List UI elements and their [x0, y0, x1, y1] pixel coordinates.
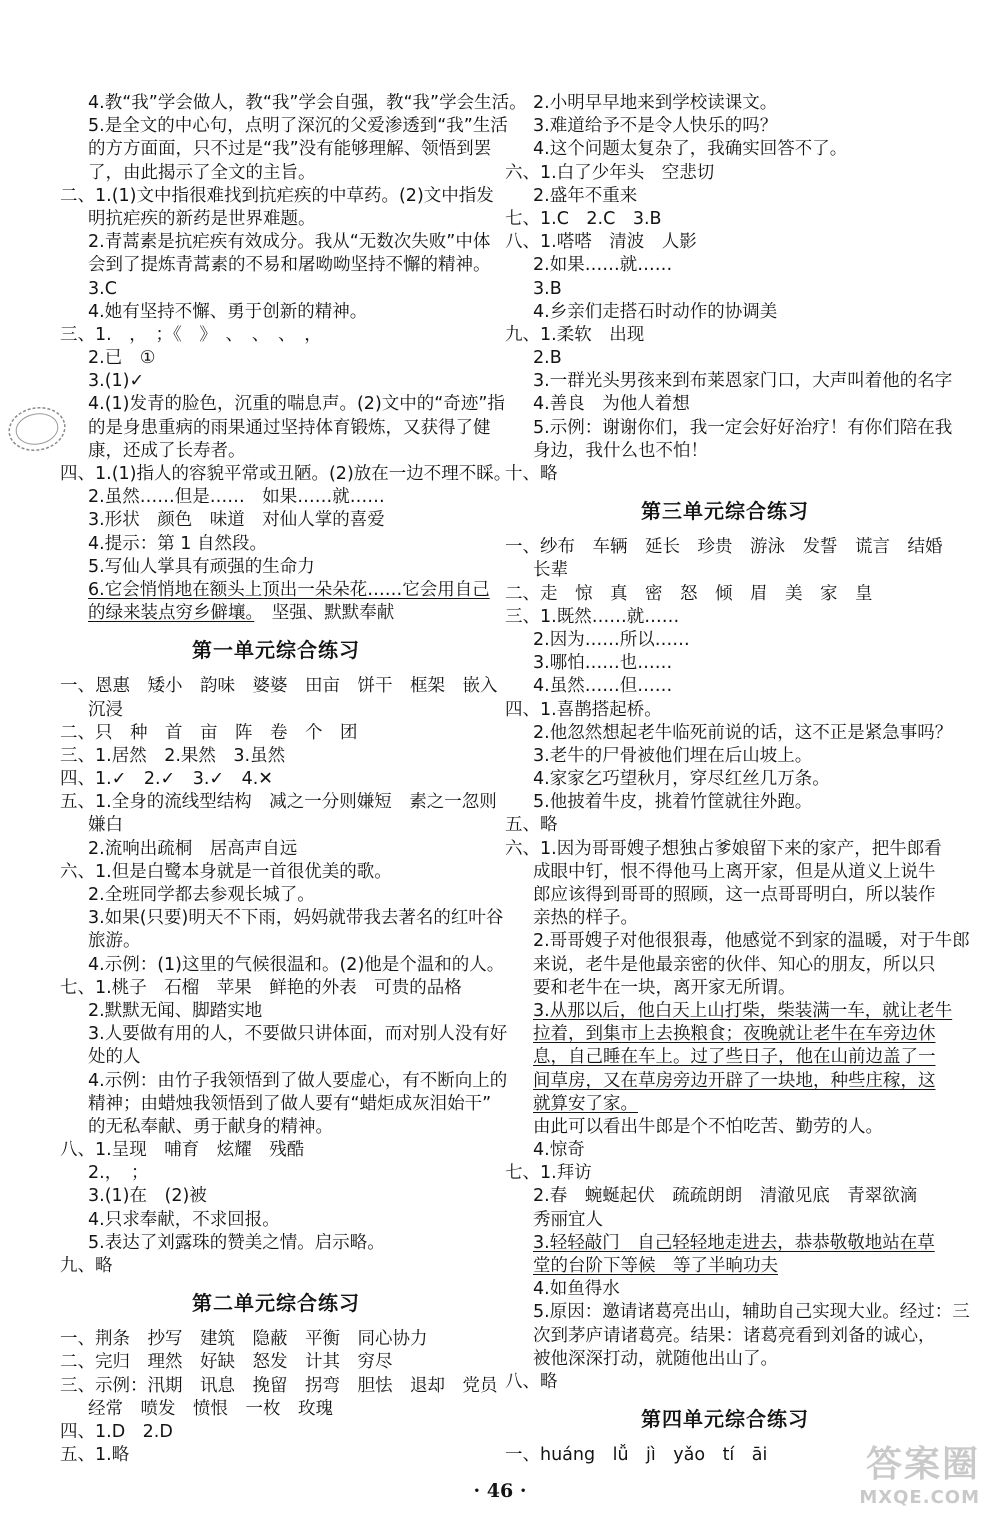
answer-text: 4.虽然……但…… [533, 676, 673, 697]
answer-text: 2.春 蜿蜒起伏 疏疏朗朗 清澈见底 青翠欲滴 [533, 1186, 918, 1207]
answer-line [505, 629, 945, 652]
answer-text: 5.写仙人掌具有顽强的生命力 [88, 556, 315, 577]
answer-line [505, 675, 945, 698]
underlined-text: 的绿来装点穷乡僻壤。 [88, 603, 255, 624]
answer-line [60, 768, 492, 791]
answer-text: 2.盛年不重来 [533, 185, 638, 206]
answer-line [505, 115, 945, 138]
answer-text: 4.只求奉献，不求回报。 [88, 1209, 280, 1230]
answer-text: 由此可以看出牛郎是个不怕吃苦、勤劳的人。 [533, 1116, 883, 1137]
answer-line [60, 417, 492, 440]
answer-text: 4.提示：第 1 自然段。 [88, 533, 267, 554]
answer-text: 息，自己睡在车上。过了些日子，他在山前边盖了一 [533, 1047, 936, 1068]
answer-line [60, 1139, 492, 1162]
answer-text: 4.示例：由竹子我领悟到了做人要虚心，有不断向上的 [88, 1070, 508, 1091]
answer-line [505, 1139, 945, 1162]
answer-line [60, 1070, 508, 1093]
answer-line [60, 533, 492, 556]
answer-text: 一、huáng lǚ jì yǎo tí āi [505, 1445, 768, 1466]
answer-text: 3.如果(只要)明天不下雨，妈妈就带我去著名的红叶谷 [88, 908, 504, 929]
answer-text: 四、1.(1)指人的容貌平常或丑陋。(2)放在一边不理不睬。 [60, 464, 512, 484]
answer-line [505, 138, 945, 161]
answer-line [60, 463, 512, 486]
answer-text: 九、1.柔软 出现 [505, 324, 645, 345]
answer-line [505, 907, 945, 930]
answer-line [505, 814, 945, 837]
answer-text: 间草房，又在草房旁边开辟了一块地，种些庄稼，这 [533, 1070, 936, 1091]
answer-line [505, 1371, 945, 1394]
answer-line [60, 1093, 492, 1116]
answer-text: 就算安了家。 [533, 1093, 638, 1114]
answer-line [505, 536, 945, 559]
answer-text: 八、1.呈现 哺育 炫耀 残酷 [60, 1140, 305, 1161]
answer-text: 三、1.既然……就…… [505, 606, 680, 627]
answer-line [60, 138, 492, 161]
answer-text: 七、1.桃子 石榴 苹果 鲜艳的外表 可贵的品格 [60, 977, 462, 998]
answer-text: 九、略 [60, 1256, 113, 1276]
answer-line [60, 231, 492, 254]
answer-line [505, 1232, 945, 1255]
page-number: · 46 · [473, 1480, 527, 1502]
answer-text: 处的人 [88, 1047, 141, 1068]
answer-text: 2.小明早早地来到学校读课文。 [533, 93, 778, 113]
answer-line [505, 954, 945, 977]
answer-text: 3.老牛的尸骨被他们埋在后山坡上。 [533, 745, 813, 766]
answer-text: 亲热的样子。 [533, 908, 638, 929]
answer-line [505, 417, 953, 440]
answer-text: 三、1. ， ；《 》 、 、 、 ， [60, 324, 322, 345]
answer-text: 旅游。 [88, 931, 141, 952]
answer-text: 三、1.居然 2.果然 3.虽然 [60, 745, 286, 766]
answer-text: 3.轻轻敲门 自己轻轻地走进去，恭恭敬敬地站在草 [533, 1232, 935, 1253]
answer-text: 六、1.因为哥哥嫂子想独占爹娘留下来的家产，把牛郎看 [505, 838, 942, 859]
answer-text: 七、1.C 2.C 3.B [505, 208, 662, 229]
answer-text: 3.哪怕……也…… [533, 653, 673, 674]
answer-line [505, 1325, 945, 1348]
answer-text: 成眼中钉，恨不得他马上离开家，但是从道义上说牛 [533, 861, 936, 882]
answer-text: 2.他忽然想起老牛临死前说的话，这不正是紧急事吗？ [533, 722, 953, 743]
answer-line [60, 1046, 492, 1069]
answer-line [60, 1398, 492, 1421]
answer-line [505, 977, 945, 1000]
answer-text: 5.原因：邀请诸葛亮出山，辅助自己实现大业。经过：三 [533, 1302, 970, 1323]
watermark-logo: 答案圈 [865, 1444, 980, 1485]
answer-line [505, 162, 945, 185]
answer-text: 一、荆条 抄写 建筑 隐蔽 平衡 同心协力 [60, 1329, 428, 1350]
answer-text: 郎应该得到哥哥的照顾，这一点哥哥明白，所以装作 [533, 885, 936, 905]
answer-text: 二、1.(1)文中指很难找到抗疟疾的中草药。(2)文中指发 [60, 185, 494, 206]
answer-text: 康，还成了长寿者。 [88, 440, 246, 461]
answer-line [60, 699, 492, 722]
answer-line [60, 440, 492, 463]
answer-line [505, 278, 945, 301]
answer-line [60, 1444, 492, 1467]
answer-text: 来说，老牛是他最亲密的伙伴、知心的朋友，所以只 [533, 954, 936, 975]
answer-line [505, 1070, 945, 1093]
answer-text: 要和老牛在一块，离开家无所谓。 [533, 977, 796, 998]
section-heading: 第二单元综合练习 [192, 1291, 360, 1316]
answer-line [60, 1209, 492, 1232]
answer-line [505, 699, 945, 722]
answer-line [505, 1278, 945, 1301]
answer-text: 拉着，到集市上去换粮食；夜晚就让老牛在车旁边休 [533, 1024, 936, 1045]
answer-line [60, 1162, 492, 1185]
answer-line [505, 1162, 945, 1185]
answer-line [505, 930, 970, 953]
answer-text: 长辈 [533, 560, 568, 581]
answer-line [505, 583, 945, 606]
answer-line [505, 185, 945, 208]
answer-line [60, 208, 492, 231]
answer-line [60, 1000, 492, 1023]
section-heading: 第四单元综合练习 [641, 1407, 809, 1432]
answer-text: 八、1.嗒嗒 清波 人影 [505, 232, 697, 253]
answer-line [60, 1328, 492, 1351]
answer-line [505, 1185, 945, 1208]
answer-line [505, 1348, 945, 1371]
answer-text: 四、1.D 2.D [60, 1421, 173, 1442]
answer-line [505, 208, 945, 231]
answer-line [505, 324, 945, 347]
answer-line [60, 1255, 492, 1278]
answer-line [60, 509, 492, 532]
answer-line [505, 1000, 953, 1023]
answer-text: 的是身患重病的雨果通过坚持体育锻炼，又获得了健 [88, 417, 491, 438]
answer-text: 4.惊奇 [533, 1140, 585, 1161]
answer-text: 4.示例：(1)这里的气候很温和。(2)他是个温和的人。 [88, 954, 505, 975]
answer-text: 2.， ； [88, 1163, 149, 1184]
answer-line [505, 1023, 945, 1046]
answer-text: 2.因为……所以…… [533, 629, 690, 650]
answer-text: 2.全班同学都去参观长城了。 [88, 885, 315, 905]
answer-text: 明抗疟疾的新药是世界难题。 [88, 208, 316, 229]
answer-text: 二、走 惊 真 密 怒 倾 眉 美 家 皇 [505, 583, 873, 604]
answer-line [505, 1093, 945, 1116]
answer-text: 4.乡亲们走搭石时动作的协调美 [533, 301, 778, 322]
answer-line [505, 463, 945, 486]
answer-line [60, 393, 505, 416]
answer-text: 2.哥哥嫂子对他很狠毒，他感觉不到家的温暖，对于牛郎 [533, 931, 970, 952]
answer-text: 会到了提炼青蒿素的不易和屠呦呦坚持不懈的精神。 [88, 255, 491, 276]
answer-line [60, 791, 497, 814]
answer-line [60, 185, 492, 208]
answer-text: 五、1.略 [60, 1445, 130, 1466]
answer-line [505, 652, 945, 675]
answer-line [505, 768, 945, 791]
answer-line [60, 838, 492, 861]
answer-text: 五、1.全身的流线型结构 减之一分则嫌短 素之一忽则 [60, 792, 497, 813]
answer-line [505, 559, 945, 582]
answer-text: 秀丽宜人 [533, 1209, 603, 1230]
answer-text: 5.他披着牛皮，挑着竹筐就往外跑。 [533, 792, 813, 813]
answer-text: 4.教“我”学会做人，教“我”学会自强，教“我”学会生活。 [88, 93, 527, 113]
answer-line [60, 162, 492, 185]
answer-line [60, 1421, 492, 1444]
answer-text: 3.从那以后，他白天上山打柴，柴装满一车，就让老牛 [533, 1000, 953, 1021]
answer-line [60, 579, 492, 602]
answer-text: 沉浸 [88, 699, 123, 720]
answer-text: 2.虽然……但是…… 如果……就…… [88, 487, 385, 508]
margin-stamp [2, 399, 72, 459]
answer-line [505, 1301, 970, 1324]
answer-text: 2.默默无闻、脚踏实地 [88, 1000, 263, 1021]
answer-line [60, 722, 492, 745]
answer-text: 四、1.✓ 2.✓ 3.✓ 4.✕ [60, 769, 273, 790]
answer-line [505, 745, 945, 768]
answer-text: 八、略 [505, 1371, 558, 1392]
answer-line [505, 1255, 945, 1278]
answer-text: 身边，我什么也不怕！ [533, 440, 708, 461]
answer-line [60, 347, 492, 370]
answer-line [60, 324, 492, 347]
answer-line [60, 861, 492, 884]
watermark-url: MXQE.COM [859, 1487, 980, 1508]
answer-text: 五、略 [505, 815, 558, 836]
left-column [60, 92, 527, 1467]
answer-text: 3.C [88, 278, 117, 299]
section-heading: 第三单元综合练习 [641, 499, 809, 524]
answer-line [60, 884, 492, 907]
answer-line [505, 1209, 945, 1232]
watermark [820, 1443, 980, 1515]
answer-text: 3.形状 颜色 味道 对仙人掌的喜爱 [88, 510, 385, 531]
answer-text: 二、只 种 首 亩 阵 卷 个 团 [60, 722, 358, 743]
answer-text: 3.人要做有用的人，不要做只讲体面，而对别人没有好 [88, 1024, 508, 1045]
answer-text: 次到茅庐请诸葛亮。结果：诸葛亮看到刘备的诚心， [533, 1325, 936, 1346]
answer-line [505, 606, 945, 629]
answer-text: 四、1.喜鹊搭起桥。 [505, 699, 662, 720]
answer-line [505, 231, 945, 254]
answer-text: 嫌白 [88, 815, 123, 836]
answer-text: 的无私奉献、勇于献身的精神。 [88, 1116, 333, 1137]
answer-text: 5.是全文的中心句，点明了深沉的父爱渗透到“我”生活 [88, 116, 508, 137]
section-heading: 第一单元综合练习 [192, 638, 360, 663]
answer-text: 十、略 [505, 464, 558, 484]
answer-line [60, 301, 492, 324]
answer-line [505, 791, 945, 814]
answer-line [60, 1116, 492, 1139]
answer-text: 坚强、默默奉献 [254, 603, 395, 624]
answer-text: 3.B [533, 278, 562, 299]
answer-line [60, 254, 492, 277]
answer-line [505, 884, 945, 907]
answer-text: 2.青蒿素是抗疟疾有效成分。我从“无数次失败”中体 [88, 232, 491, 253]
answer-line [60, 1232, 492, 1255]
answer-text: 六、1.但是白鹭本身就是一首很优美的歌。 [60, 861, 392, 882]
answer-text: 4.她有坚持不懈、勇于创新的精神。 [88, 301, 368, 322]
answer-line [505, 1116, 945, 1139]
answer-line [505, 722, 953, 745]
answer-text: 4.这个问题太复杂了，我确实回答不了。 [533, 139, 848, 160]
answer-text: 二、完归 理然 好缺 怒发 计其 穷尽 [60, 1352, 393, 1373]
answer-text: 3.(1)✓ [88, 371, 145, 392]
answer-text: 2.已 ① [88, 348, 156, 369]
answer-line [505, 254, 945, 277]
answer-text: 七、1.拜访 [505, 1163, 592, 1184]
answer-text: 5.表达了刘露珠的赞美之情。启示略。 [88, 1232, 385, 1253]
answer-line [60, 930, 492, 953]
answer-text: 3.(1)在 (2)被 [88, 1186, 207, 1207]
answer-text: 6.它会悄悄地在额头上顶出一朵朵花……它会用自己 [88, 579, 490, 600]
answer-line [505, 861, 945, 884]
answer-line [505, 1046, 945, 1069]
answer-line [60, 675, 498, 698]
answer-line [60, 556, 492, 579]
answer-text: 了，由此揭示了全文的主旨。 [88, 162, 316, 183]
answer-line [60, 977, 492, 1000]
answer-text: 三、示例：汛期 讯息 挽留 拐弯 胆怯 退却 党员 [60, 1375, 498, 1396]
answer-line [60, 1375, 498, 1398]
answer-line [505, 301, 945, 324]
answer-line [60, 278, 492, 301]
answer-line [60, 1023, 508, 1046]
answer-line [60, 1185, 492, 1208]
answer-line [60, 115, 508, 138]
answer-text: 被他深深打动，就随他出山了。 [533, 1348, 778, 1369]
answer-line [505, 92, 945, 115]
answer-text: 一、纱布 车辆 延长 珍贵 游泳 发誓 谎言 结婚 [505, 537, 943, 558]
answer-line [60, 602, 492, 625]
answer-text: 4.善良 为他人着想 [533, 394, 690, 415]
answer-line [505, 440, 945, 463]
answer-text: 堂的台阶下等候 等了半晌功夫 [533, 1256, 778, 1276]
answer-line [60, 954, 505, 977]
answer-text: 经常 喷发 愤恨 一枚 玫瑰 [88, 1398, 333, 1419]
answer-text: 2.流响出疏桐 居高声自远 [88, 838, 298, 859]
answer-text: 精神；由蜡烛我领悟到了做人要有“蜡炬成灰泪始干” [88, 1093, 492, 1114]
answer-line [505, 838, 945, 861]
answer-text: 4.(1)发青的脸色，沉重的喘息声。(2)文中的“奇迹”指 [88, 394, 505, 415]
answer-text: 4.家家乞巧望秋月，穿尽红丝几万条。 [533, 769, 830, 790]
answer-line [60, 907, 504, 930]
answer-line [505, 370, 953, 393]
answer-text: 5.示例：谢谢你们，我一定会好好治疗！有你们陪在我 [533, 417, 953, 438]
answer-line [60, 1351, 492, 1374]
answer-text: 的方方面面，只不过是“我”没有能够理解、领悟到罢 [88, 139, 492, 160]
answer-text: 2.B [533, 348, 562, 369]
answer-text: 一、恩惠 矮小 韵味 婆婆 田亩 饼干 框架 嵌入 [60, 676, 498, 697]
answer-line [60, 814, 492, 837]
answer-text: 3.难道给予不是令人快乐的吗？ [533, 116, 778, 137]
answer-line [505, 393, 945, 416]
answer-line [505, 347, 945, 370]
answer-line [60, 370, 492, 393]
answer-text: 2.如果……就…… [533, 255, 673, 276]
answer-line [60, 92, 527, 115]
answer-line [60, 745, 492, 768]
answer-text: 六、1.白了少年头 空悲切 [505, 162, 715, 183]
answer-text: 4.如鱼得水 [533, 1279, 620, 1300]
answer-text: 3.一群光头男孩来到布莱恩家门口，大声叫着他的名字 [533, 371, 953, 392]
answer-line [60, 486, 492, 509]
